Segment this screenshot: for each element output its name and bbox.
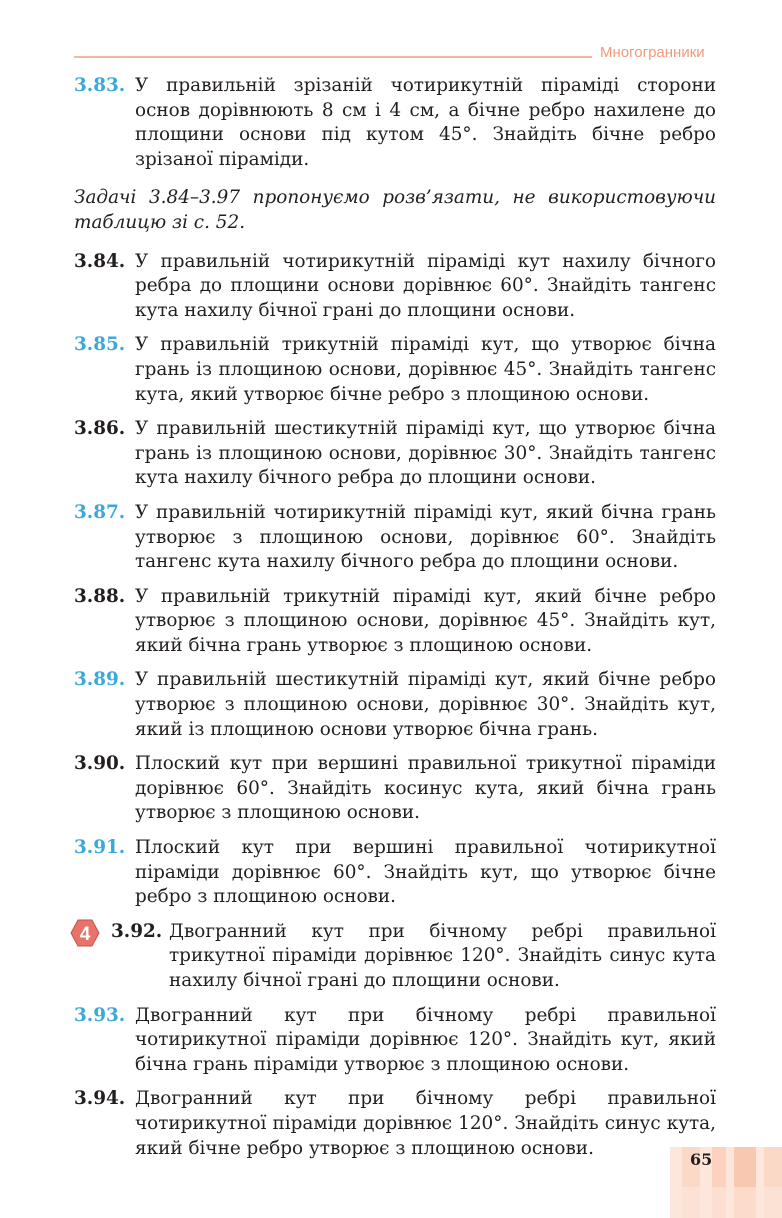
problem-text: Двогранний кут при бічному ребрі правильної чотирикутної піраміди дорівнює 120°. Знайдіть кут, який бічна грань піраміди утворює з площиною основи.: [135, 1004, 716, 1075]
problem-number: 3.89.: [74, 669, 126, 691]
problems-intro: Задачі 3.84–3.97 пропонуємо розв’язати, не використовуючи таблицю зі с. 52.: [74, 187, 716, 233]
page-number: 65: [690, 1150, 713, 1169]
header-rule: [74, 56, 592, 58]
problem-3-88: [74, 585, 716, 659]
section-title: Многогранники: [600, 44, 705, 61]
problem-3-84: [74, 250, 716, 324]
problem-3-93: [74, 1004, 716, 1078]
level-4-badge-icon: [70, 918, 100, 948]
problem-number: 3.87.: [74, 501, 126, 523]
problem-3-87: [74, 501, 716, 575]
problem-number: 3.83.: [74, 75, 126, 96]
problem-number: 3.88.: [74, 585, 126, 607]
level-badge-label: 4: [79, 923, 91, 945]
problem-text: У правильній трикутній піраміді кут, що утворює бічна грань із площиною основи, дорівнює 45°. Знайдіть тангенс кута, який утворює бічне ребро з площиною основи.: [135, 334, 716, 405]
problem-3-91: [74, 836, 716, 910]
problem-3-89: [74, 668, 716, 742]
problem-number: 3.84.: [74, 250, 126, 272]
problem-3-85: [74, 333, 716, 407]
problem-3-94: [74, 1087, 716, 1161]
problem-text: У правильній шестикутній піраміді кут, що утворює бічна грань із площиною основи, дорівнює 30°. Знайдіть тангенс кута нахилу бічного ребра до площини основи.: [135, 418, 716, 489]
problem-number: 3.94.: [74, 1088, 126, 1110]
problem-3-92: [74, 920, 716, 994]
problem-text: Двогранний кут при бічному ребрі правильної чотирикутної піраміди дорівнює 120°. Знайдіть синус кута, який бічне ребро утворює з площиною основи.: [135, 1088, 716, 1159]
problem-number: 3.86.: [74, 418, 126, 440]
problem-3-90: [74, 752, 716, 826]
problem-text: Двогранний кут при бічному ребрі правильної трикутної піраміди дорівнює 120°. Знайдіть синус кута нахилу бічної грані до площини основи.: [169, 920, 716, 991]
problem-number: 3.91.: [74, 837, 126, 859]
problem-number: 3.92.: [111, 920, 163, 942]
problem-text: У правильній шестикутній піраміді кут, який бічне ребро утворює з площиною основи, дорівнює 30°. Знайдіть кут, який із площиною основи утворює бічна грань.: [135, 669, 716, 740]
problem-text: Плоский кут при вершині правильної трикутної піраміди дорівнює 60°. Знайдіть косинус кута, який бічна грань утворює з площиною основи.: [135, 753, 716, 824]
page-content: [74, 74, 716, 1171]
problem-text: У правильній зрізаній чотирикутній піраміді сторони основ дорівнюють 8 см і 4 см, а бічне ребро нахилене до площини основи під кутом 45°. Знайдіть бічне ребро зрізаної піраміди.: [135, 75, 716, 170]
problem-text: У правильній трикутній піраміді кут, який бічне ребро утворює з площиною основи, дорівнює 45°. Знайдіть кут, який бічна грань утворює з площиною основи.: [135, 585, 716, 656]
problem-text: Плоский кут при вершині правильної чотирикутної піраміди дорівнює 60°. Знайдіть кут, що утворює бічне ребро з площиною основи.: [135, 837, 716, 908]
problem-number: 3.93.: [74, 1004, 126, 1026]
problem-text: У правильній чотирикутній піраміді кут, який бічна грань утворює з площиною основи, дорівнює 60°. Знайдіть тангенс кута нахилу бічного ребра до площини основи.: [135, 501, 716, 573]
problem-number: 3.90.: [74, 753, 126, 775]
problem-number: 3.85.: [74, 334, 126, 356]
page-corner-decoration: [670, 1147, 782, 1218]
problem-text: У правильній чотирикутній піраміді кут нахилу бічного ребра до площини основи дорівнює 60°. Знайдіть тангенс кута нахилу бічної грані до площини основи.: [135, 250, 716, 321]
problem-3-86: [74, 417, 716, 491]
problem-3-83: [74, 74, 716, 172]
